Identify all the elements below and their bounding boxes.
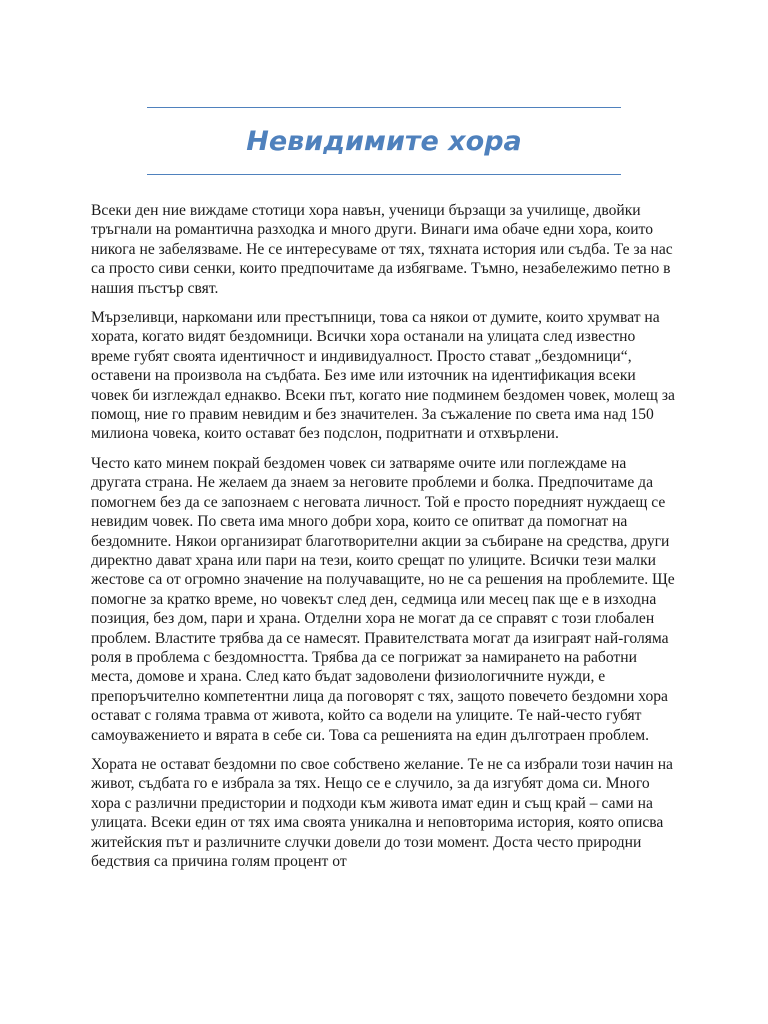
document-title: Невидимите хора: [246, 126, 522, 157]
paragraph: Хората не остават бездомни по свое собствено желание. Те не са избрали този начин на живот, съдбата го е избрала за тях. Нещо се е случило, за да изгубят дома си. Много хора с различни предистории и подходи към живота имат един и същ край – сами на улицата. Всеки един от тях има своята уникална и неповторима история, която описва житейския път и различните случки довели до този момент. Доста често природни бедствия са причина голям процент от: [91, 755, 673, 870]
document-body: [91, 201, 677, 881]
title-rule-bottom: [147, 174, 621, 175]
paragraph: Всеки ден ние виждаме стотици хора навън, ученици бързащи за училище, двойки тръгнали на романтична разходка и много други. Винаги има обаче едни хора, които никога не забелязваме. Не се интересуваме от тях, тяхната история или съдба. Те за нас са просто сиви сенки, които предпочитаме да избягваме. Тъмно, незабележимо петно в нашия пъстър свят.: [91, 202, 673, 297]
paragraph: Често като минем покрай бездомен човек си затваряме очите или поглеждаме на другата страна. Не желаем да знаем за неговите проблеми и болка. Предпочитаме да помогнем без да се запознаем с неговата личност. Той е просто поредният нуждаещ се невидим човек. По света има много добри хора, които се опитват да помогнат на бездомните. Някои организират благотворителни акции за събиране на средства, други директно дават храна или пари на тези, които срещат по улиците. Всички тези малки жестове са от огромно значение на получаващите, но не са решения на проблемите. Ще помогне за кратко време, но човекът след ден, седмица или месец пак ще е в изходна позиция, без дом, пари и храна. Отделни хора не могат да се справят с този глобален проблем. Властите трябва да се намесят. Правителствата могат да изиграят най-голяма роля в проблема с бездомността. Трябва да се погрижат за намирането на работни места, домове и храна. След като бъдат задоволени физиологичните нужди, е препоръчително компетентни лица да поговорят с тях, защото повечето бездомни хора остават с голяма травма от живота, който са водели на улиците. Те най-често губят самоуважението и вярата в себе си. Това са решенията на един дълготраен проблем.: [91, 454, 675, 744]
paragraph: Мързеливци, наркомани или престъпници, това са някои от думите, които хрумват на хората, когато видят бездомници. Всички хора останали на улицата след известно време губят своята идентичност и индивидуалност. Просто стават „бездомници“, оставени на произвола на съдбата. Без име или източник на идентификация всеки човек би изглеждал еднакво. Всеки път, когато ние подминем бездомен човек, молещ за помощ, ние го правим невидим и без значителен. За съжаление по света има над 150 милиона човека, които остават без подслон, подритнати и отхвърлени.: [91, 309, 675, 443]
title-rule-top: [147, 107, 621, 108]
